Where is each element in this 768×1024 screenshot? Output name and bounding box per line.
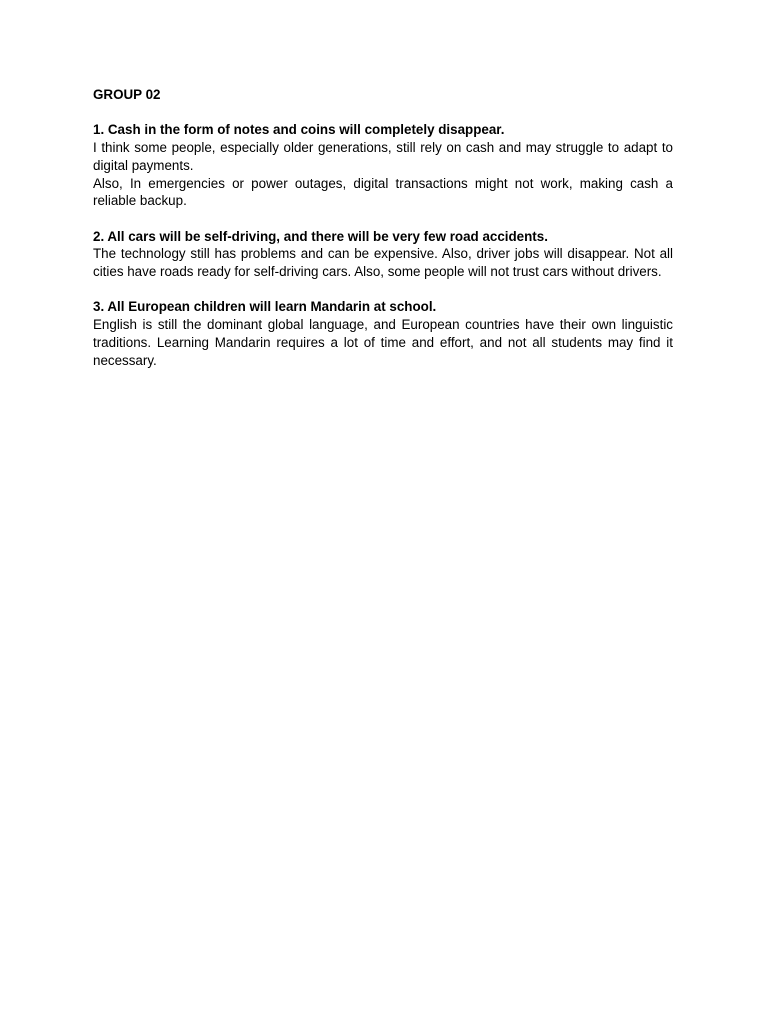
section-heading: 2. All cars will be self-driving, and there will be very few road accidents. bbox=[93, 228, 548, 244]
paragraph: The technology still has problems and can be expensive. Also, driver jobs will disappear. Not all cities have roads ready for self-driving cars. Also, some people will not trust cars without drivers. bbox=[93, 246, 673, 279]
paragraph: English is still the dominant global language, and European countries have their own linguistic traditions. Learning Mandarin requires a lot of time and effort, and not all students may find it necessary. bbox=[93, 317, 673, 368]
section-heading: 1. Cash in the form of notes and coins will completely disappear. bbox=[93, 122, 505, 138]
section-mandarin bbox=[93, 298, 673, 369]
paragraph: I think some people, especially older generations, still rely on cash and may struggle to adapt to digital payments. bbox=[93, 140, 673, 173]
section-self-driving-cars bbox=[93, 228, 673, 281]
document-content bbox=[93, 86, 673, 387]
section-heading: 3. All European children will learn Mandarin at school. bbox=[93, 299, 437, 315]
paragraph: Also, In emergencies or power outages, digital transactions might not work, making cash a reliable backup. bbox=[93, 175, 673, 209]
group-title: GROUP 02 bbox=[93, 87, 161, 102]
section-cash bbox=[93, 121, 673, 210]
